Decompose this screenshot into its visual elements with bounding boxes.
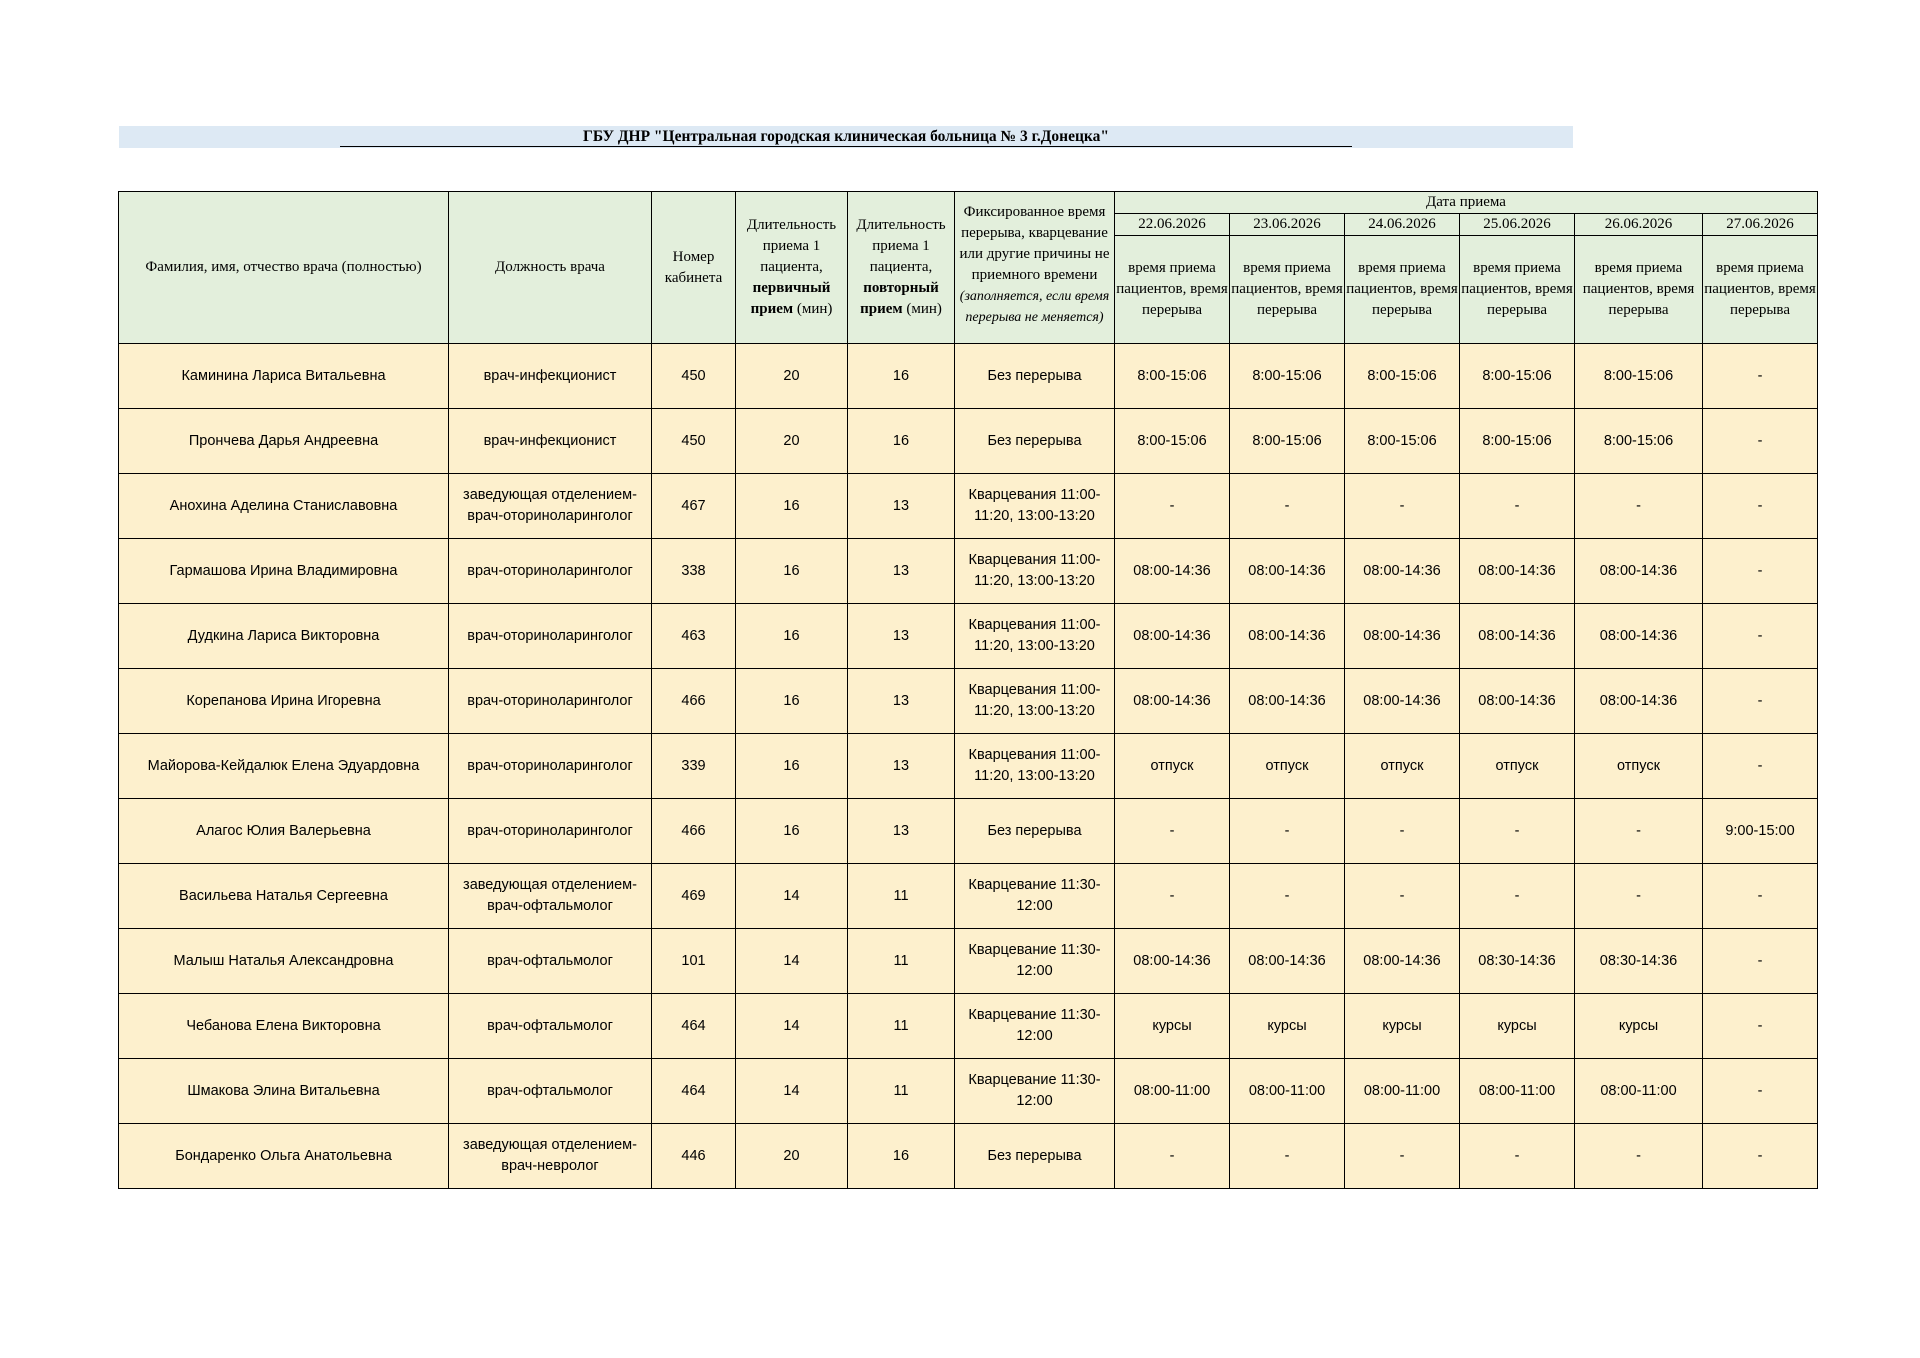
schedule-slot-cell: -	[1703, 474, 1818, 539]
repeat-duration-cell: 16	[848, 409, 955, 474]
schedule-slot-cell: 8:00-15:06	[1345, 344, 1460, 409]
schedule-slot-cell: 08:00-14:36	[1115, 604, 1230, 669]
header-primary-duration-unit: (мин)	[796, 301, 833, 317]
schedule-slot-cell: 08:00-14:36	[1460, 604, 1575, 669]
header-date: 22.06.2026	[1115, 214, 1230, 236]
schedule-slot-cell: отпуск	[1345, 734, 1460, 799]
table-row	[119, 994, 1818, 1059]
schedule-slot-cell: 08:30-14:36	[1575, 929, 1703, 994]
schedule-slot-cell: -	[1703, 669, 1818, 734]
doctor-position-cell: заведующая отделением-врач-оториноларинголог	[449, 474, 652, 539]
header-repeat-duration-bold: повторный прием	[860, 280, 939, 317]
room-number-cell: 101	[652, 929, 736, 994]
schedule-slot-cell: 08:00-14:36	[1115, 669, 1230, 734]
break-time-cell: Кварцевание 11:30-12:00	[955, 994, 1115, 1059]
schedule-slot-cell: -	[1115, 1124, 1230, 1189]
schedule-slot-cell: 8:00-15:06	[1345, 409, 1460, 474]
schedule-slot-cell: 8:00-15:06	[1230, 344, 1345, 409]
schedule-slot-cell: отпуск	[1575, 734, 1703, 799]
table-row	[119, 864, 1818, 929]
schedule-slot-cell: 08:00-11:00	[1460, 1059, 1575, 1124]
doctor-name-cell: Анохина Аделина Станиславовна	[119, 474, 449, 539]
room-number-cell: 339	[652, 734, 736, 799]
table-row	[119, 1059, 1818, 1124]
schedule-slot-cell: -	[1230, 799, 1345, 864]
break-time-cell: Кварцевание 11:30-12:00	[955, 864, 1115, 929]
table-body	[119, 344, 1818, 1189]
schedule-slot-cell: -	[1460, 799, 1575, 864]
doctor-position-cell: врач-офтальмолог	[449, 929, 652, 994]
table-row	[119, 734, 1818, 799]
break-time-cell: Без перерыва	[955, 1124, 1115, 1189]
schedule-slot-cell: 8:00-15:06	[1115, 344, 1230, 409]
header-position: Должность врача	[449, 192, 652, 344]
doctor-position-cell: врач-оториноларинголог	[449, 799, 652, 864]
primary-duration-cell: 20	[736, 409, 848, 474]
schedule-slot-cell: 08:00-11:00	[1345, 1059, 1460, 1124]
room-number-cell: 464	[652, 994, 736, 1059]
schedule-slot-cell: -	[1703, 1124, 1818, 1189]
header-break-note: (заполняется, если время перерыва не меняется)	[959, 288, 1110, 325]
repeat-duration-cell: 13	[848, 604, 955, 669]
schedule-slot-cell: 08:00-11:00	[1230, 1059, 1345, 1124]
doctor-name-cell: Васильева Наталья Сергеевна	[119, 864, 449, 929]
break-time-cell: Кварцевания 11:00-11:20, 13:00-13:20	[955, 474, 1115, 539]
room-number-cell: 446	[652, 1124, 736, 1189]
schedule-slot-cell: 08:00-11:00	[1115, 1059, 1230, 1124]
repeat-duration-cell: 13	[848, 799, 955, 864]
header-break-inner	[955, 202, 1114, 328]
doctor-name-cell: Бондаренко Ольга Анатольевна	[119, 1124, 449, 1189]
doctor-position-cell: врач-оториноларинголог	[449, 539, 652, 604]
schedule-slot-cell: 08:00-14:36	[1230, 669, 1345, 734]
room-number-cell: 469	[652, 864, 736, 929]
header-slot-label: время приема пациентов, время перерыва	[1230, 236, 1345, 344]
schedule-slot-cell: -	[1703, 604, 1818, 669]
primary-duration-cell: 14	[736, 929, 848, 994]
doctor-position-cell: заведующая отделением-врач-невролог	[449, 1124, 652, 1189]
repeat-duration-cell: 13	[848, 474, 955, 539]
repeat-duration-cell: 16	[848, 344, 955, 409]
primary-duration-cell: 16	[736, 799, 848, 864]
schedule-slot-cell: -	[1703, 929, 1818, 994]
primary-duration-cell: 16	[736, 669, 848, 734]
doctor-position-cell: врач-оториноларинголог	[449, 604, 652, 669]
schedule-slot-cell: -	[1460, 864, 1575, 929]
table-row	[119, 799, 1818, 864]
break-time-cell: Кварцевания 11:00-11:20, 13:00-13:20	[955, 604, 1115, 669]
header-room: Номер кабинета	[652, 192, 736, 344]
schedule-slot-cell: 08:00-14:36	[1115, 539, 1230, 604]
header-slot-label: время приема пациентов, время перерыва	[1703, 236, 1818, 344]
header-repeat-duration-unit: (мин)	[906, 301, 942, 317]
schedule-slot-cell: -	[1115, 864, 1230, 929]
schedule-slot-cell: отпуск	[1460, 734, 1575, 799]
schedule-slot-cell: 9:00-15:00	[1703, 799, 1818, 864]
table-header	[119, 192, 1818, 344]
repeat-duration-cell: 11	[848, 994, 955, 1059]
repeat-duration-cell: 11	[848, 864, 955, 929]
room-number-cell: 463	[652, 604, 736, 669]
repeat-duration-cell: 11	[848, 929, 955, 994]
primary-duration-cell: 16	[736, 604, 848, 669]
schedule-slot-cell: -	[1575, 864, 1703, 929]
schedule-slot-cell: -	[1703, 1059, 1818, 1124]
room-number-cell: 464	[652, 1059, 736, 1124]
break-time-cell: Кварцевания 11:00-11:20, 13:00-13:20	[955, 669, 1115, 734]
schedule-slot-cell: курсы	[1230, 994, 1345, 1059]
doctor-position-cell: врач-инфекционист	[449, 409, 652, 474]
repeat-duration-cell: 13	[848, 734, 955, 799]
doctor-name-cell: Майорова-Кейдалюк Елена Эдуардовна	[119, 734, 449, 799]
header-name: Фамилия, имя, отчество врача (полностью)	[119, 192, 449, 344]
doctor-name-cell: Корепанова Ирина Игоревна	[119, 669, 449, 734]
schedule-slot-cell: -	[1230, 474, 1345, 539]
schedule-slot-cell: отпуск	[1230, 734, 1345, 799]
schedule-slot-cell: -	[1115, 799, 1230, 864]
schedule-slot-cell: -	[1703, 994, 1818, 1059]
schedule-slot-cell: 8:00-15:06	[1575, 344, 1703, 409]
doctor-name-cell: Прончева Дарья Андреевна	[119, 409, 449, 474]
schedule-slot-cell: -	[1703, 344, 1818, 409]
document-title: ГБУ ДНР "Центральная городская клиническая больница № 3 г.Донецка"	[340, 127, 1352, 147]
schedule-slot-cell: -	[1703, 539, 1818, 604]
doctor-name-cell: Гармашова Ирина Владимировна	[119, 539, 449, 604]
schedule-slot-cell: 08:00-14:36	[1345, 929, 1460, 994]
schedule-slot-cell: -	[1575, 474, 1703, 539]
doctor-name-cell: Шмакова Элина Витальевна	[119, 1059, 449, 1124]
room-number-cell: 466	[652, 799, 736, 864]
schedule-slot-cell: курсы	[1115, 994, 1230, 1059]
schedule-slot-cell: 8:00-15:06	[1115, 409, 1230, 474]
header-break-text: Фиксированное время перерыва, кварцевание или другие причины не приемного времени	[959, 203, 1110, 283]
room-number-cell: 338	[652, 539, 736, 604]
primary-duration-cell: 20	[736, 344, 848, 409]
room-number-cell: 450	[652, 344, 736, 409]
schedule-slot-cell: 08:00-14:36	[1230, 539, 1345, 604]
header-slot-label: время приема пациентов, время перерыва	[1460, 236, 1575, 344]
table-row	[119, 604, 1818, 669]
schedule-slot-cell: 08:00-11:00	[1575, 1059, 1703, 1124]
schedule-slot-cell: 08:00-14:36	[1575, 604, 1703, 669]
doctor-position-cell: заведующая отделением-врач-офтальмолог	[449, 864, 652, 929]
header-date: 26.06.2026	[1575, 214, 1703, 236]
schedule-slot-cell: отпуск	[1115, 734, 1230, 799]
header-slot-label: время приема пациентов, время перерыва	[1575, 236, 1703, 344]
schedule-slot-cell: курсы	[1460, 994, 1575, 1059]
header-date: 24.06.2026	[1345, 214, 1460, 236]
repeat-duration-cell: 13	[848, 539, 955, 604]
primary-duration-cell: 16	[736, 474, 848, 539]
primary-duration-cell: 16	[736, 539, 848, 604]
schedule-slot-cell: 8:00-15:06	[1460, 409, 1575, 474]
doctor-position-cell: врач-оториноларинголог	[449, 669, 652, 734]
doctor-position-cell: врач-офтальмолог	[449, 1059, 652, 1124]
room-number-cell: 450	[652, 409, 736, 474]
table-row	[119, 539, 1818, 604]
schedule-slot-cell: -	[1345, 799, 1460, 864]
schedule-slot-cell: 08:00-14:36	[1230, 604, 1345, 669]
schedule-slot-cell: -	[1230, 1124, 1345, 1189]
doctor-name-cell: Малыш Наталья Александровна	[119, 929, 449, 994]
header-date-group: Дата приема	[1115, 192, 1818, 214]
table-row	[119, 409, 1818, 474]
schedule-table	[118, 191, 1818, 1189]
doctor-name-cell: Каминина Лариса Витальевна	[119, 344, 449, 409]
schedule-slot-cell: 08:00-14:36	[1345, 669, 1460, 734]
header-slot-label: время приема пациентов, время перерыва	[1115, 236, 1230, 344]
header-primary-duration	[736, 192, 848, 344]
schedule-slot-cell: 08:00-14:36	[1115, 929, 1230, 994]
schedule-slot-cell: -	[1703, 409, 1818, 474]
doctor-name-cell: Чебанова Елена Викторовна	[119, 994, 449, 1059]
primary-duration-cell: 14	[736, 1059, 848, 1124]
schedule-slot-cell: -	[1460, 474, 1575, 539]
header-date: 23.06.2026	[1230, 214, 1345, 236]
break-time-cell: Кварцевания 11:00-11:20, 13:00-13:20	[955, 539, 1115, 604]
header-date: 27.06.2026	[1703, 214, 1818, 236]
repeat-duration-cell: 16	[848, 1124, 955, 1189]
break-time-cell: Кварцевание 11:30-12:00	[955, 1059, 1115, 1124]
doctor-position-cell: врач-офтальмолог	[449, 994, 652, 1059]
schedule-slot-cell: 8:00-15:06	[1230, 409, 1345, 474]
schedule-slot-cell: -	[1575, 799, 1703, 864]
schedule-slot-cell: 8:00-15:06	[1575, 409, 1703, 474]
primary-duration-cell: 14	[736, 994, 848, 1059]
break-time-cell: Без перерыва	[955, 799, 1115, 864]
schedule-slot-cell: 08:00-14:36	[1230, 929, 1345, 994]
room-number-cell: 466	[652, 669, 736, 734]
table-row	[119, 1124, 1818, 1189]
doctor-name-cell: Алагос Юлия Валерьевна	[119, 799, 449, 864]
table-row	[119, 669, 1818, 734]
primary-duration-cell: 20	[736, 1124, 848, 1189]
header-primary-duration-text: Длительность приема 1 пациента,	[746, 217, 837, 275]
schedule-slot-cell: 08:00-14:36	[1345, 604, 1460, 669]
header-repeat-duration	[848, 192, 955, 344]
break-time-cell: Без перерыва	[955, 409, 1115, 474]
schedule-slot-cell: 08:00-14:36	[1575, 669, 1703, 734]
schedule-slot-cell: -	[1115, 474, 1230, 539]
schedule-slot-cell: 08:00-14:36	[1345, 539, 1460, 604]
break-time-cell: Без перерыва	[955, 344, 1115, 409]
schedule-slot-cell: -	[1460, 1124, 1575, 1189]
header-break-clip	[955, 195, 1114, 341]
schedule-slot-cell: -	[1345, 1124, 1460, 1189]
schedule-slot-cell: 08:00-14:36	[1460, 539, 1575, 604]
doctor-position-cell: врач-оториноларинголог	[449, 734, 652, 799]
table-row	[119, 474, 1818, 539]
primary-duration-cell: 16	[736, 734, 848, 799]
header-primary-duration-bold: первичный прием	[750, 280, 831, 317]
schedule-slot-cell: курсы	[1575, 994, 1703, 1059]
schedule-slot-cell: 08:00-14:36	[1460, 669, 1575, 734]
header-break	[955, 192, 1115, 344]
schedule-slot-cell: 8:00-15:06	[1460, 344, 1575, 409]
repeat-duration-cell: 13	[848, 669, 955, 734]
schedule-slot-cell: 08:30-14:36	[1460, 929, 1575, 994]
schedule-slot-cell: -	[1703, 734, 1818, 799]
schedule-slot-cell: -	[1345, 864, 1460, 929]
doctor-name-cell: Дудкина Лариса Викторовна	[119, 604, 449, 669]
room-number-cell: 467	[652, 474, 736, 539]
header-date: 25.06.2026	[1460, 214, 1575, 236]
header-slot-label: время приема пациентов, время перерыва	[1345, 236, 1460, 344]
table-row	[119, 929, 1818, 994]
doctor-position-cell: врач-инфекционист	[449, 344, 652, 409]
schedule-slot-cell: 08:00-14:36	[1575, 539, 1703, 604]
table-row	[119, 344, 1818, 409]
break-time-cell: Кварцевание 11:30-12:00	[955, 929, 1115, 994]
primary-duration-cell: 14	[736, 864, 848, 929]
schedule-slot-cell: -	[1575, 1124, 1703, 1189]
repeat-duration-cell: 11	[848, 1059, 955, 1124]
schedule-slot-cell: -	[1230, 864, 1345, 929]
schedule-slot-cell: -	[1703, 864, 1818, 929]
schedule-slot-cell: -	[1345, 474, 1460, 539]
schedule-slot-cell: курсы	[1345, 994, 1460, 1059]
break-time-cell: Кварцевания 11:00-11:20, 13:00-13:20	[955, 734, 1115, 799]
header-repeat-duration-text: Длительность приема 1 пациента,	[856, 217, 946, 275]
